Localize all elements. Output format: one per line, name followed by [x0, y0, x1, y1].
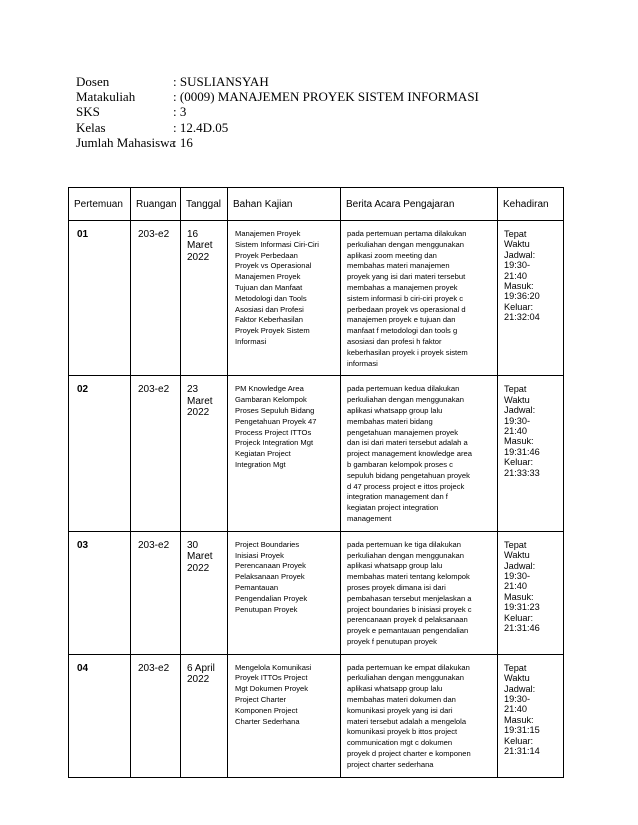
sks-label: SKS [76, 104, 100, 120]
info-row-matakuliah [76, 89, 479, 104]
sks-value: : 3 [173, 104, 187, 120]
column-header-kehadiran: Kehadiran [498, 188, 564, 221]
dosen-value: : SUSLIANSYAH [173, 74, 269, 89]
table-row [69, 376, 564, 531]
pertemuan-cell: 01 [69, 221, 131, 376]
berita-acara-cell: pada pertemuan ke tiga dilakukan perkuliahan dengan menggunakan aplikasi whatsapp group lalu membahas materi tentang kelompok proses proyek dimana isi dari pembahasan tersebut menjelaskan a project boundaries b inisiasi proyek c perencanaan proyek d pelaksanaan proyek e pemantauan pengendalian proyek f penutupan proyek [341, 531, 498, 654]
kehadiran-cell: Tepat Waktu Jadwal: 19:30- 21:40 Masuk: 19:31:23 Keluar: 21:31:46 [498, 531, 564, 654]
column-header-pertemuan: Pertemuan [69, 188, 131, 221]
berita-acara-cell: pada pertemuan pertama dilakukan perkuliahan dengan menggunakan aplikasi zoom meeting dan membahas materi manajemen proyek yang isi dari materi tersebut membahas a manajemen proyek sistem informasi b ciri-ciri proyek c perbedaan proyek vs operasional d manajemen proyek e tujuan dan manfaat f metodologi dan tools g asosiasi dan profesi h faktor keberhasilan proyek i proyek sistem informasi [341, 221, 498, 376]
berita-acara-table [68, 187, 564, 778]
kehadiran-cell: Tepat Waktu Jadwal: 19:30- 21:40 Masuk: 19:31:15 Keluar: 21:31:14 [498, 654, 564, 777]
table-row [69, 531, 564, 654]
kelas-label: Kelas [76, 119, 106, 135]
tanggal-cell: 6 April 2022 [181, 654, 228, 777]
ruangan-cell: 203-e2 [131, 221, 181, 376]
bahan-kajian-cell: Mengelola Komunikasi Proyek ITTOs Project Mgt Dokumen Proyek Project Charter Komponen Project Charter Sederhana [228, 654, 341, 777]
dosen-label: Dosen [76, 74, 110, 89]
tanggal-cell: 23 Maret 2022 [181, 376, 228, 531]
pertemuan-cell: 03 [69, 531, 131, 654]
matakuliah-value: : (0009) MANAJEMEN PROYEK SISTEM INFORMASI [173, 89, 479, 105]
info-row-dosen [76, 74, 479, 89]
bahan-kajian-cell: PM Knowledge Area Gambaran Kelompok Proses Sepuluh Bidang Pengetahuan Proyek 47 Process Project ITTOs Projeck Integration Mgt Kegiatan Project Integration Mgt [228, 376, 341, 531]
jumlah-mahasiswa-label: Jumlah Mahasiswa [76, 134, 176, 150]
tanggal-cell: 16 Maret 2022 [181, 221, 228, 376]
column-header-tanggal: Tanggal [181, 188, 228, 221]
course-info-header [76, 74, 479, 150]
info-row-kelas [76, 120, 479, 135]
berita-acara-cell: pada pertemuan ke empat dilakukan perkuliahan dengan menggunakan aplikasi whatsapp group lalu membahas materi dokumen dan komunikasi proyek yang isi dari materi tersebut adalah a mengelola komunikasi proyek b ittos project communication mgt c dokumen proyek d project charter e komponen project charter sederhana [341, 654, 498, 777]
matakuliah-label: Matakuliah [76, 89, 136, 105]
tanggal-cell: 30 Maret 2022 [181, 531, 228, 654]
bahan-kajian-cell: Project Boundaries Inisiasi Proyek Perencanaan Proyek Pelaksanaan Proyek Pemantauan Pengendalian Proyek Penutupan Proyek [228, 531, 341, 654]
pertemuan-cell: 02 [69, 376, 131, 531]
pertemuan-cell: 04 [69, 654, 131, 777]
column-header-berita-acara: Berita Acara Pengajaran [341, 188, 498, 221]
table-row [69, 654, 564, 777]
kehadiran-cell: Tepat Waktu Jadwal: 19:30- 21:40 Masuk: 19:31:46 Keluar: 21:33:33 [498, 376, 564, 531]
ruangan-cell: 203-e2 [131, 654, 181, 777]
ruangan-cell: 203-e2 [131, 376, 181, 531]
ruangan-cell: 203-e2 [131, 531, 181, 654]
info-row-jumlah-mahasiswa [76, 135, 479, 150]
kehadiran-cell: Tepat Waktu Jadwal: 19:30- 21:40 Masuk: 19:36:20 Keluar: 21:32:04 [498, 221, 564, 376]
berita-acara-cell: pada pertemuan kedua dilakukan perkuliahan dengan menggunakan aplikasi whatsapp group lalu membahas materi bidang pengetahuan manajemen proyek dan isi dari materi tersebut adalah a project management knowledge area b gambaran kelompok proses c sepuluh bidang pengetahuan proyek d 47 process project e ittos projeck integration management dan f kegiatan project integration management [341, 376, 498, 531]
table-row [69, 221, 564, 376]
table-header-row [69, 188, 564, 221]
column-header-bahan-kajian: Bahan Kajian [228, 188, 341, 221]
bahan-kajian-cell: Manajemen Proyek Sistem Informasi Ciri-Ciri Proyek Perbedaan Proyek vs Operasional Manajemen Proyek Tujuan dan Manfaat Metodologi dan Tools Asosiasi dan Profesi Faktor Keberhasilan Proyek Proyek Sistem Informasi [228, 221, 341, 376]
kelas-value: : 12.4D.05 [173, 119, 229, 135]
info-row-sks [76, 104, 479, 119]
column-header-ruangan: Ruangan [131, 188, 181, 221]
jumlah-mahasiswa-value: : 16 [173, 134, 193, 150]
